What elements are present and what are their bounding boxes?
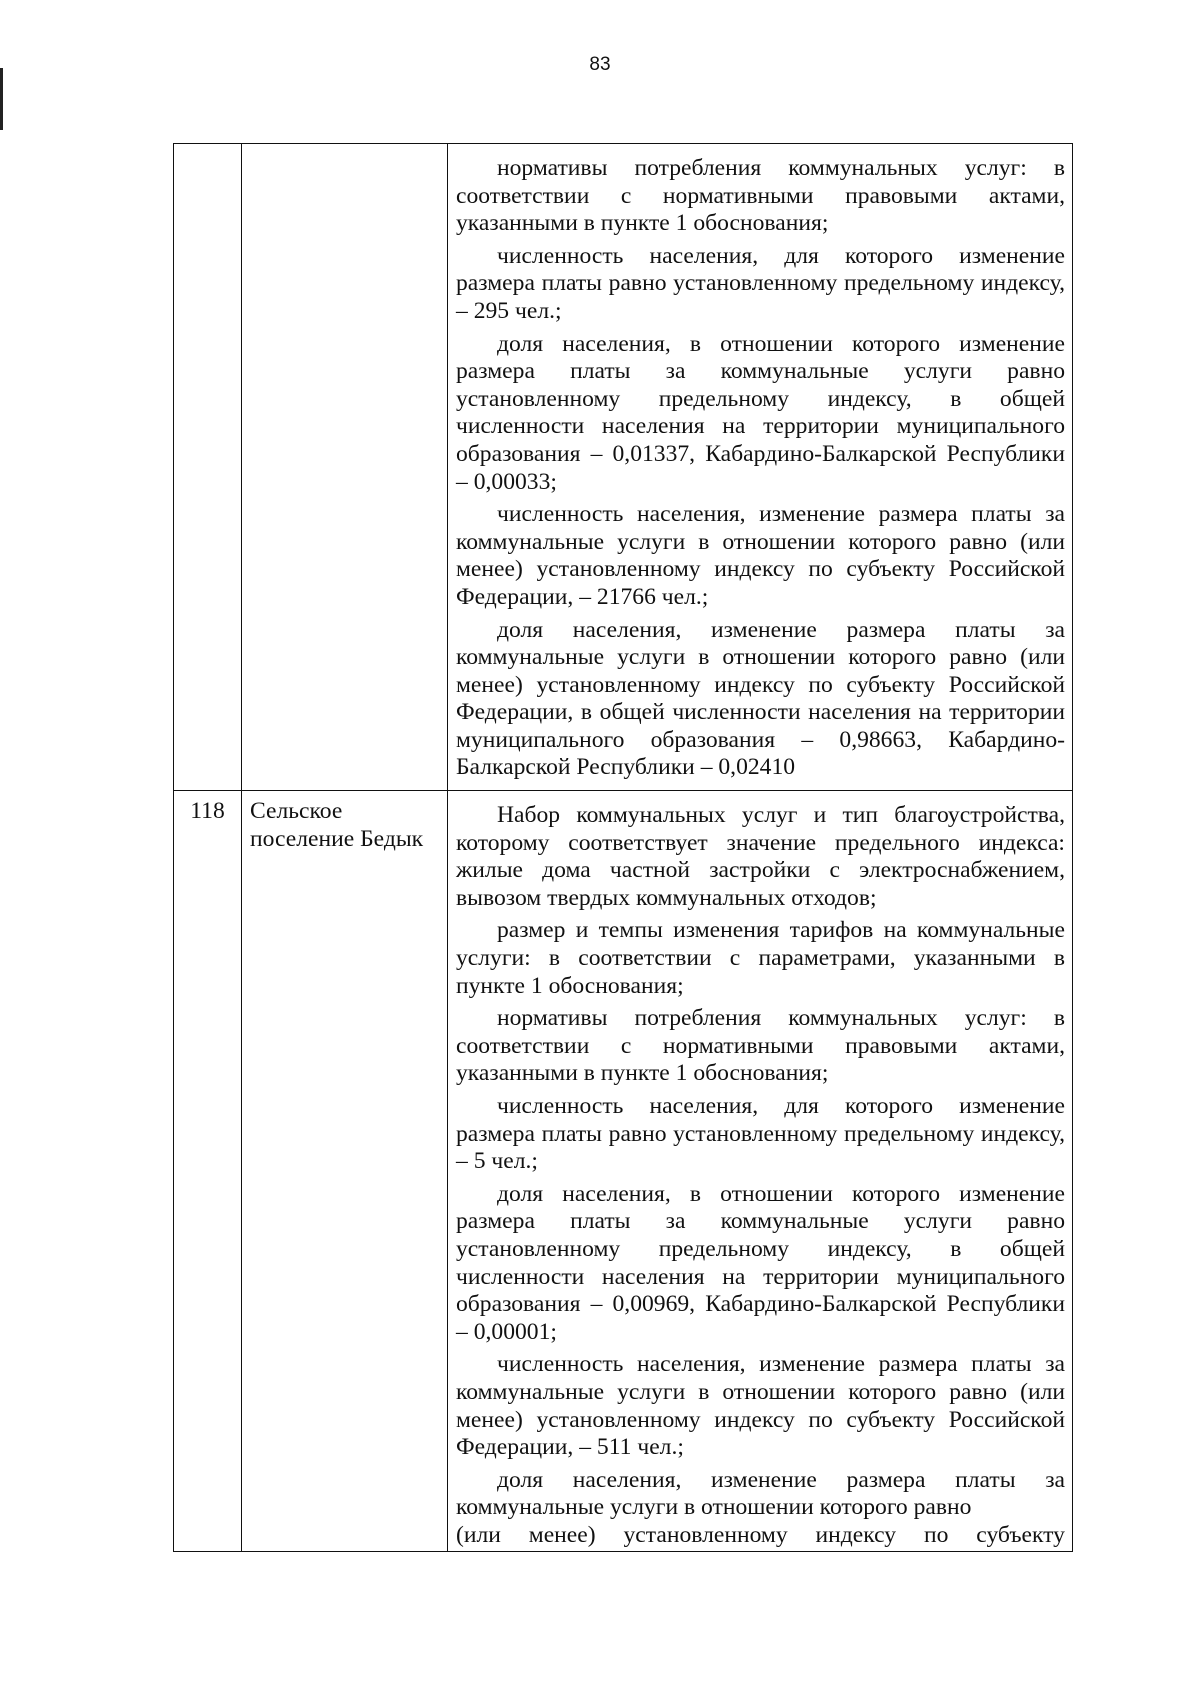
- description-paragraph: размер и темпы изменения тарифов на коммунальные услуги: в соответствии с параметрами, указанными в пункте 1 обоснования;: [456, 917, 1065, 999]
- description-paragraph: доля населения, в отношении которого изменение размера платы за коммунальные услуги равно установленному предельному индексу, в общей численности населения на территории муниципального образования – 0,01337, Кабардино-Балкарской Республики – 0,00033;: [456, 330, 1065, 495]
- description-cell: [448, 144, 1073, 791]
- continued-paragraph-lead: доля населения, изменение размера платы за коммунальные услуги в отношении которого равно: [456, 1466, 1065, 1521]
- word: индексу: [815, 1521, 897, 1548]
- description-paragraph: численность населения, для которого изменение размера платы равно установленному предельному индексу, – 295 чел.;: [456, 242, 1065, 324]
- description-paragraph: нормативы потребления коммунальных услуг: в соответствии с нормативными правовыми актами, указанными в пункте 1 обоснования;: [456, 155, 1065, 237]
- continued-paragraph-last-line: [456, 1522, 1065, 1550]
- description-cell: [448, 791, 1073, 1551]
- document-table: [173, 143, 1073, 1552]
- table-row: [174, 144, 1073, 791]
- description-paragraph: доля населения, в отношении которого изменение размера платы за коммунальные услуги равно установленному предельному индексу, в общей численности населения на территории муниципального образования – 0,00969, Кабардино-Балкарской Республики – 0,00001;: [456, 1180, 1065, 1345]
- description-paragraph: численность населения, для которого изменение размера платы равно установленному предельному индексу, – 5 чел.;: [456, 1093, 1065, 1175]
- continued-paragraph: [456, 1467, 1065, 1550]
- description-paragraph: численность населения, изменение размера платы за коммунальные услуги в отношении которого равно (или менее) установленному индексу по субъекту Российской Федерации, – 511 чел.;: [456, 1351, 1065, 1461]
- row-number-cell: [174, 144, 242, 791]
- row-number-cell: 118: [174, 791, 242, 1551]
- scan-edge-mark: [0, 68, 3, 130]
- word: менее): [528, 1521, 596, 1548]
- page-number: 83: [589, 54, 611, 75]
- table-row: [174, 791, 1073, 1551]
- word: по: [923, 1521, 949, 1548]
- word: (или: [456, 1521, 501, 1548]
- description-paragraph: нормативы потребления коммунальных услуг: в соответствии с нормативными правовыми актами, указанными в пункте 1 обоснования;: [456, 1005, 1065, 1087]
- word: субъекту: [976, 1521, 1065, 1548]
- word: установленному: [623, 1521, 788, 1548]
- municipality-name-cell: [242, 144, 448, 791]
- municipality-name-cell: Сельское поселение Бедык: [242, 791, 448, 1551]
- description-paragraph: Набор коммунальных услуг и тип благоустройства, которому соответствует значение предельного индекса: жилые дома частной застройки с электроснабжением, вывозом твердых коммунальных отходов;: [456, 802, 1065, 911]
- description-paragraph: доля населения, изменение размера платы за коммунальные услуги в отношении которого равно (или менее) установленному индексу по субъекту Российской Федерации, в общей численности населения на территории муниципального образования – 0,98663, Кабардино-Балкарской Республики – 0,02410: [456, 616, 1065, 781]
- description-paragraph: численность населения, изменение размера платы за коммунальные услуги в отношении которого равно (или менее) установленному индексу по субъекту Российской Федерации, – 21766 чел.;: [456, 501, 1065, 610]
